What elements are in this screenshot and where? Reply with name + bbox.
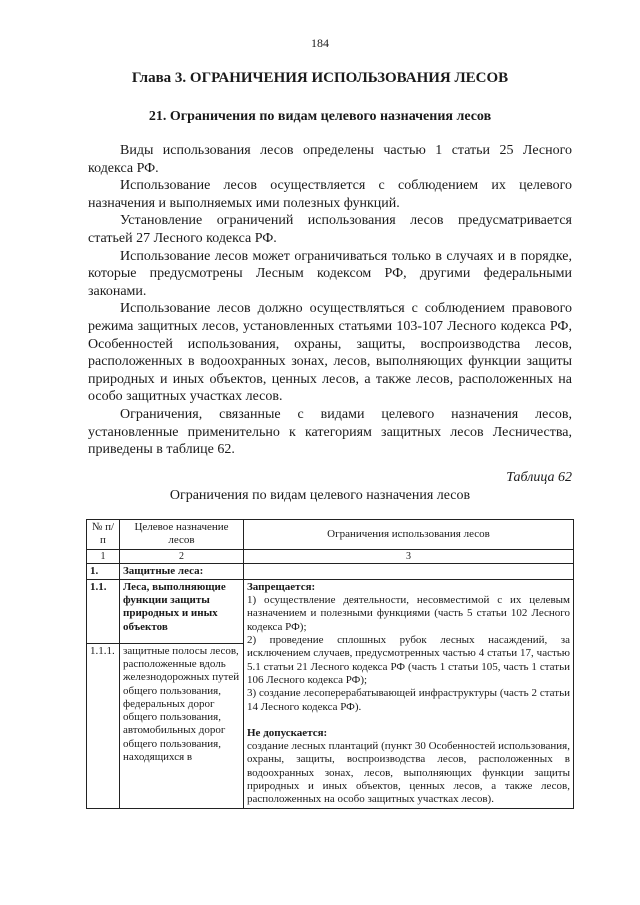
column-number: 2 bbox=[120, 549, 244, 563]
paragraph: Установление ограничений использования лесов предусматривается статьей 27 Лесного кодекса РФ. bbox=[88, 213, 572, 246]
row-number: 1.1.1. bbox=[87, 643, 120, 808]
row-label: защитные полосы лесов, расположенные вдоль железнодорожных путей общего пользования, федеральных дорог общего пользования, автомобильных дорог общего пользования, находящихся в bbox=[120, 643, 244, 808]
spacer bbox=[247, 714, 570, 727]
paragraph: Использование лесов должно осуществляться с соблюдением правового режима защитных лесов, установленных статьями 103-107 Лесного кодекса РФ, Особенностей использования, охраны, защиты, воспроизводства лесов, расположенных в водоохранных зонах, лесов, выполняющих функции защиты природных и иных объектов, ценных лесов, а также лесов, расположенных на особо защитных участках лесов. bbox=[88, 301, 572, 405]
row-label: Защитные леса: bbox=[120, 563, 244, 579]
empty-cell bbox=[244, 563, 574, 579]
body-text bbox=[88, 142, 572, 459]
page-number: 184 bbox=[311, 36, 329, 50]
chapter-title: Глава 3. ОГРАНИЧЕНИЯ ИСПОЛЬЗОВАНИЯ ЛЕСОВ bbox=[131, 70, 509, 86]
paragraph: Ограничения, связанные с видами целевого назначения лесов, установленные применительно к категориям защитных лесов Лесничества, приведены в таблице 62. bbox=[88, 406, 572, 458]
table-label: Таблица 62 bbox=[506, 470, 572, 485]
paragraph: Использование лесов может ограничиваться только в случаях и в порядке, которые предусмотрены Лесным кодексом РФ, другими федеральными законами. bbox=[88, 248, 572, 299]
column-number: 3 bbox=[244, 549, 574, 563]
table-row bbox=[87, 579, 574, 643]
restrictions-cell bbox=[244, 579, 574, 808]
table-section-row bbox=[87, 563, 574, 579]
table-header-row bbox=[87, 520, 574, 550]
paragraph: Виды использования лесов определены частью 1 статьи 25 Лесного кодекса РФ. bbox=[88, 143, 572, 176]
prohibited-heading: Запрещается: bbox=[247, 580, 316, 593]
not-allowed-heading: Не допускается: bbox=[247, 726, 328, 739]
row-number: 1. bbox=[87, 563, 120, 579]
prohibited-item: 3) создание лесоперерабатывающей инфраструктуры (часть 2 статьи 14 Лесного кодекса РФ). bbox=[247, 687, 570, 713]
table-title: Ограничения по видам целевого назначения лесов bbox=[169, 488, 471, 503]
prohibited-item: 2) проведение сплошных рубок лесных насаждений, за исключением случаев, предусмотренных частью 4 статьи 17, частью 5.1 статьи 21 Лесного кодекса РФ (часть 1 статьи 105, часть 1 статьи 106 Лесного кодекса РФ); bbox=[247, 634, 570, 686]
header-number: № п/п bbox=[87, 520, 120, 550]
header-purpose: Целевое назначение лесов bbox=[120, 520, 244, 550]
paragraph: Использование лесов осуществляется с соблюдением их целевого назначения и выполняемых ими полезных функций. bbox=[88, 178, 572, 211]
not-allowed-text: создание лесных плантаций (пункт 30 Особенностей использования, охраны, защиты, воспроизводства лесов, расположенных в водоохранных зонах, лесов, выполняющих функции защиты природных и иных объектов, ценных лесов, а также лесов, расположенных на особо защитных участках лесов). bbox=[247, 740, 570, 806]
section-title: 21. Ограничения по видам целевого назначения лесов bbox=[148, 109, 492, 124]
row-label: Леса, выполняющие функции защиты природных и иных объектов bbox=[120, 579, 244, 643]
row-number: 1.1. bbox=[87, 579, 120, 643]
column-number: 1 bbox=[87, 549, 120, 563]
header-restrictions: Ограничения использования лесов bbox=[244, 520, 574, 550]
column-numbers-row bbox=[87, 549, 574, 563]
prohibited-item: 1) осуществление деятельности, несовместимой с их целевым назначением и полезными функциями (часть 5 статьи 102 Лесного кодекса РФ); bbox=[247, 594, 570, 633]
restrictions-table bbox=[86, 519, 574, 809]
